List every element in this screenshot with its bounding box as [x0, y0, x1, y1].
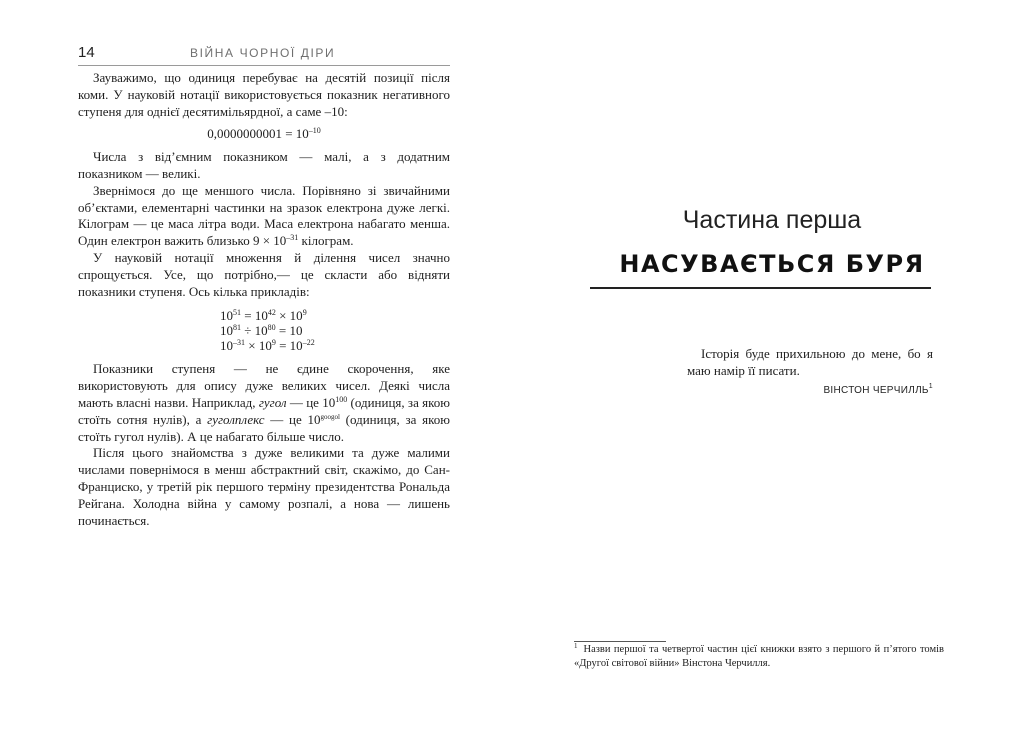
paragraph-4: У науковій нотації множення й ділення чисел значно спрощується. Усе, що потрібно,— це скласти або відняти показники ступеня. Ось кілька прикладів:: [78, 249, 450, 299]
part-label: Частина перша: [682, 206, 862, 234]
running-head: ВІЙНА ЧОРНОЇ ДІРИ: [190, 46, 336, 60]
formula-ten-billionth: $0,0000000001 = 10^{-10}$: [207, 126, 321, 142]
term-googolplex: гуголплекс: [207, 411, 265, 427]
body-text: [78, 70, 450, 529]
footnote-text: Назви першої та четвертої частин цієї книжки взято з першого й п’ятого томів «Другої світової війни» Вінстона Черчилля.: [574, 644, 944, 669]
equation-3: $10^{-31} \times 10^9 = 10^{-22}$: [220, 338, 315, 354]
epigraph: Історія буде прихильною до мене, бо я маю намір її писати.: [687, 346, 933, 378]
paragraph-2: Числа з від’ємним показником — малі, а з додатним показником — великі.: [78, 149, 450, 181]
paragraph-3: Звернімося до ще меншого числа. Порівняно зі звичайними об’єктами, елементарні частинки на зразок електрона дуже легкі. Кілограм — це маса літра води. Маса електрона набагато менша. Один електрон важить близько $9 \times 10^{-31}$ кілограм.: [78, 182, 450, 249]
part-title: НАСУВАЄТЬСЯ БУРЯ: [619, 250, 925, 278]
paragraph-6: Після цього знайомства з дуже великими та дуже малими числами повернімося в менш абстрактний світ, скажімо, до Сан-Франциско, у третій рік першого терміну президентства Рональда Рейгана. Холодна війна у самому розпалі, а нова — лишень починається.: [78, 445, 450, 528]
header-rule: [78, 65, 450, 66]
footnote-rule: [574, 641, 666, 642]
footnote-mark: 1: [574, 642, 578, 650]
equation-2: $10^{81} \div 10^{80} = 10$: [220, 323, 303, 339]
footnote-reference: 1: [928, 383, 933, 390]
equation-1: $10^{51} = 10^{42} \times 10^9$: [220, 308, 307, 324]
page-number: 14: [78, 44, 95, 61]
paragraph-1: Зауважимо, що одиниця перебуває на десятій позиції після коми. У науковій нотації використовується показник негативного ступеня для однієї десятимільярдної, а саме –10:: [78, 70, 450, 119]
term-googol: гугол: [258, 394, 287, 410]
title-rule: [590, 287, 931, 289]
footnote: [574, 643, 944, 670]
right-page: [512, 0, 1024, 729]
exponent-examples: [78, 308, 450, 353]
epigraph-author: ВІНСТОН ЧЕРЧИЛЛЬ$^1$: [823, 383, 933, 396]
paragraph-5: Показники ступеня — не єдине скорочення, яке використовують для опису дуже великих чисел. Деякі числа мають власні назви. Наприклад, гугол — це $10^{100}$ (одиниця, за якою стоїть сотня нулів), а гуголплекс — це $10^{googol}$ (одиниця, за якою стоїть гугол нулів). А це набагато більше число.: [78, 361, 450, 444]
